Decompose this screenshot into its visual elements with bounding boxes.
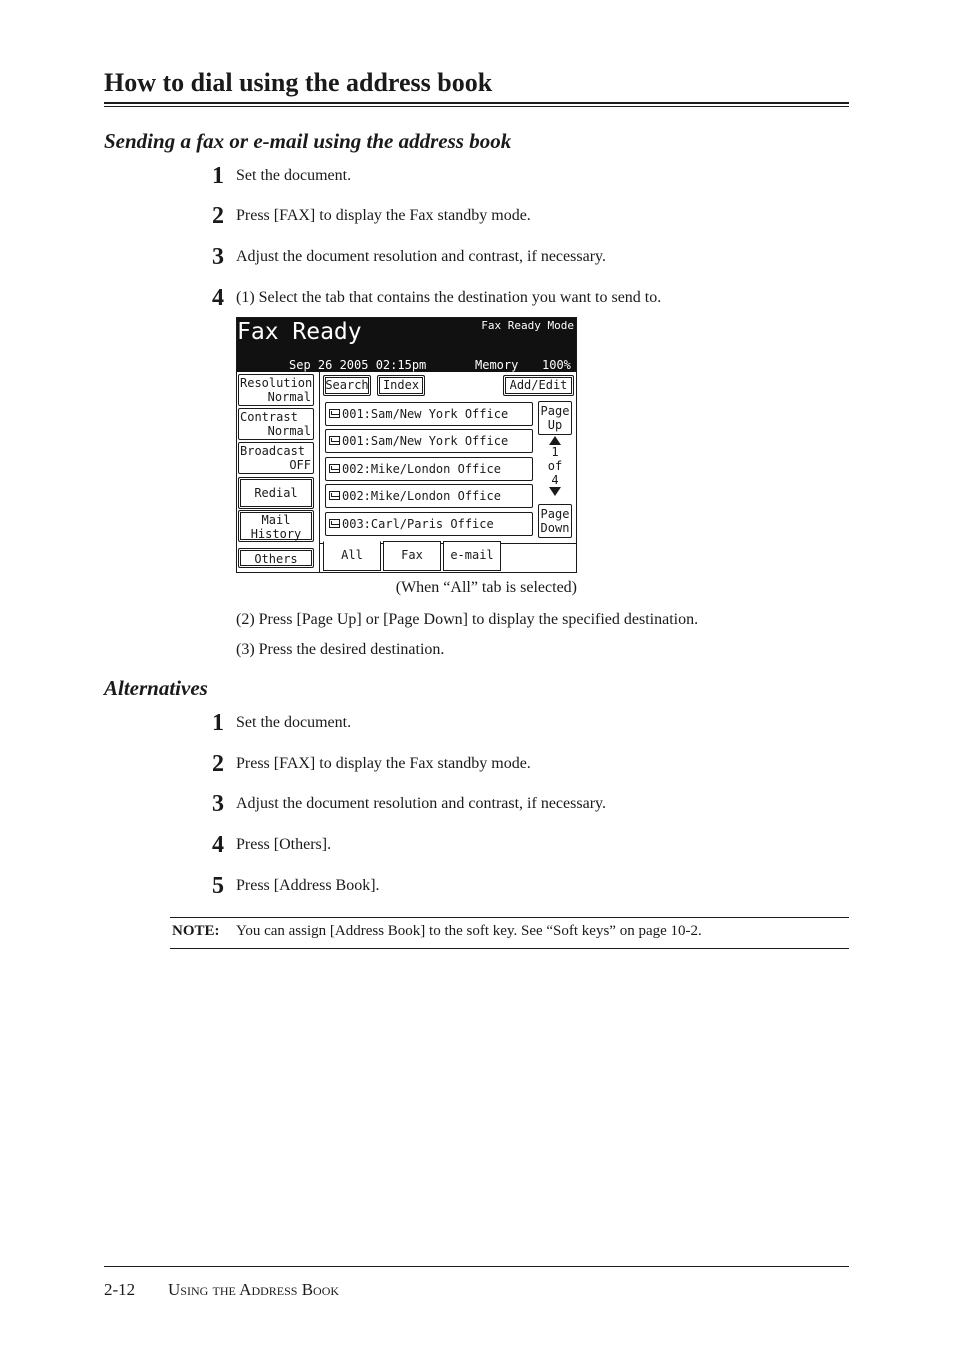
step-text: Adjust the document resolution and contrast, if necessary. (236, 795, 606, 812)
footer-chapter-title: Using the Address Book (168, 1280, 340, 1299)
sub-step-2: (2) Press [Page Up] or [Page Down] to display the specified destination. (236, 611, 699, 628)
page-total: 4 (551, 473, 559, 487)
note-rule-bottom (170, 948, 849, 949)
destination-item[interactable] (325, 512, 533, 536)
page-down-line1: Page (540, 507, 570, 521)
fax-icon (329, 464, 340, 473)
page-of: of (547, 459, 563, 473)
section-heading-sending: Sending a fax or e-mail using the address book (104, 129, 512, 153)
sub-step-3: (3) Press the desired destination. (236, 641, 445, 658)
step-text: Press [Address Book]. (236, 877, 380, 894)
page-up-line2: Up (547, 418, 563, 432)
step-text: Set the document. (236, 167, 352, 184)
resolution-label: Resolution (240, 376, 313, 390)
step-number: 3 (212, 244, 224, 270)
mail-history-line2: History (250, 527, 302, 541)
step-text: Press [FAX] to display the Fax standby mode. (236, 755, 531, 772)
step-number: 5 (212, 873, 224, 899)
screen-title: Fax Ready (237, 319, 362, 345)
title-rule (104, 102, 849, 104)
step-number: 4 (212, 285, 224, 311)
resolution-button[interactable] (238, 374, 314, 406)
broadcast-button[interactable] (238, 442, 314, 474)
footer-page-number: 2-12 (104, 1280, 136, 1299)
note-rule-top (170, 917, 849, 918)
contrast-label: Contrast (240, 410, 298, 424)
page-up-button[interactable] (538, 401, 572, 435)
search-button[interactable]: Search (323, 375, 371, 396)
step-text: (1) Select the tab that contains the destination you want to send to. (236, 289, 662, 306)
fax-icon (329, 519, 340, 528)
step-number: 4 (212, 832, 224, 858)
step-number: 2 (212, 751, 224, 777)
email-icon (329, 436, 340, 445)
tab-email[interactable]: e-mail (443, 541, 501, 571)
destination-label: 002:Mike/London Office (342, 462, 501, 476)
mail-history-line1: Mail (261, 513, 291, 527)
fax-ready-screen (236, 317, 577, 573)
arrow-up-icon (549, 436, 561, 445)
destination-label: 002:Mike/London Office (342, 489, 501, 503)
screen-date: Sep 26 2005 02:15pm (289, 358, 427, 372)
page-indicator (538, 436, 572, 496)
add-edit-button[interactable]: Add/Edit (503, 375, 574, 396)
page-title: How to dial using the address book (104, 68, 493, 97)
step-number: 1 (212, 163, 224, 189)
destination-label: 003:Carl/Paris Office (342, 517, 494, 531)
page-up-line1: Page (540, 404, 570, 418)
screen-header (237, 318, 576, 372)
redial-label: Redial (254, 486, 298, 500)
contrast-value: Normal (267, 424, 311, 438)
title-rule-thin (104, 106, 849, 107)
redial-button[interactable] (238, 477, 314, 509)
step-number: 1 (212, 710, 224, 736)
mail-history-button[interactable] (238, 510, 314, 542)
screen-mode: Fax Ready Mode (481, 319, 574, 332)
others-label: Others (254, 552, 298, 566)
broadcast-label: Broadcast (240, 444, 306, 458)
resolution-value: Normal (267, 390, 311, 404)
tab-fax[interactable]: Fax (383, 541, 441, 571)
destination-item[interactable] (325, 457, 533, 481)
arrow-down-icon (549, 487, 561, 496)
panel-divider (319, 372, 320, 572)
step-number: 3 (212, 791, 224, 817)
step-text: Press [FAX] to display the Fax standby mode. (236, 207, 531, 224)
destination-item[interactable] (325, 402, 533, 426)
note-text: You can assign [Address Book] to the soft key. See “Soft keys” on page 10-2. (236, 923, 702, 939)
memory-label: Memory (475, 358, 519, 372)
page-current: 1 (551, 445, 559, 459)
destination-label: 001:Sam/New York Office (342, 407, 509, 421)
page-down-line2: Down (540, 521, 570, 535)
contrast-button[interactable] (238, 408, 314, 440)
footer-rule (104, 1266, 849, 1267)
email-icon (329, 491, 340, 500)
destination-item[interactable] (325, 484, 533, 508)
step-text: Press [Others]. (236, 836, 332, 853)
others-button[interactable] (238, 548, 314, 568)
step-text: Set the document. (236, 714, 352, 731)
section-heading-alternatives: Alternatives (104, 676, 208, 700)
broadcast-value: OFF (289, 458, 311, 472)
note-label: NOTE: (172, 923, 220, 939)
tab-all[interactable]: All (323, 541, 381, 571)
screen-caption: (When “All” tab is selected) (395, 579, 577, 596)
index-button[interactable]: Index (377, 375, 425, 396)
page-down-button[interactable] (538, 504, 572, 538)
memory-value: 100% (542, 358, 571, 372)
destination-item[interactable] (325, 429, 533, 453)
step-number: 2 (212, 203, 224, 229)
fax-icon (329, 409, 340, 418)
step-text: Adjust the document resolution and contrast, if necessary. (236, 248, 606, 265)
destination-label: 001:Sam/New York Office (342, 434, 509, 448)
